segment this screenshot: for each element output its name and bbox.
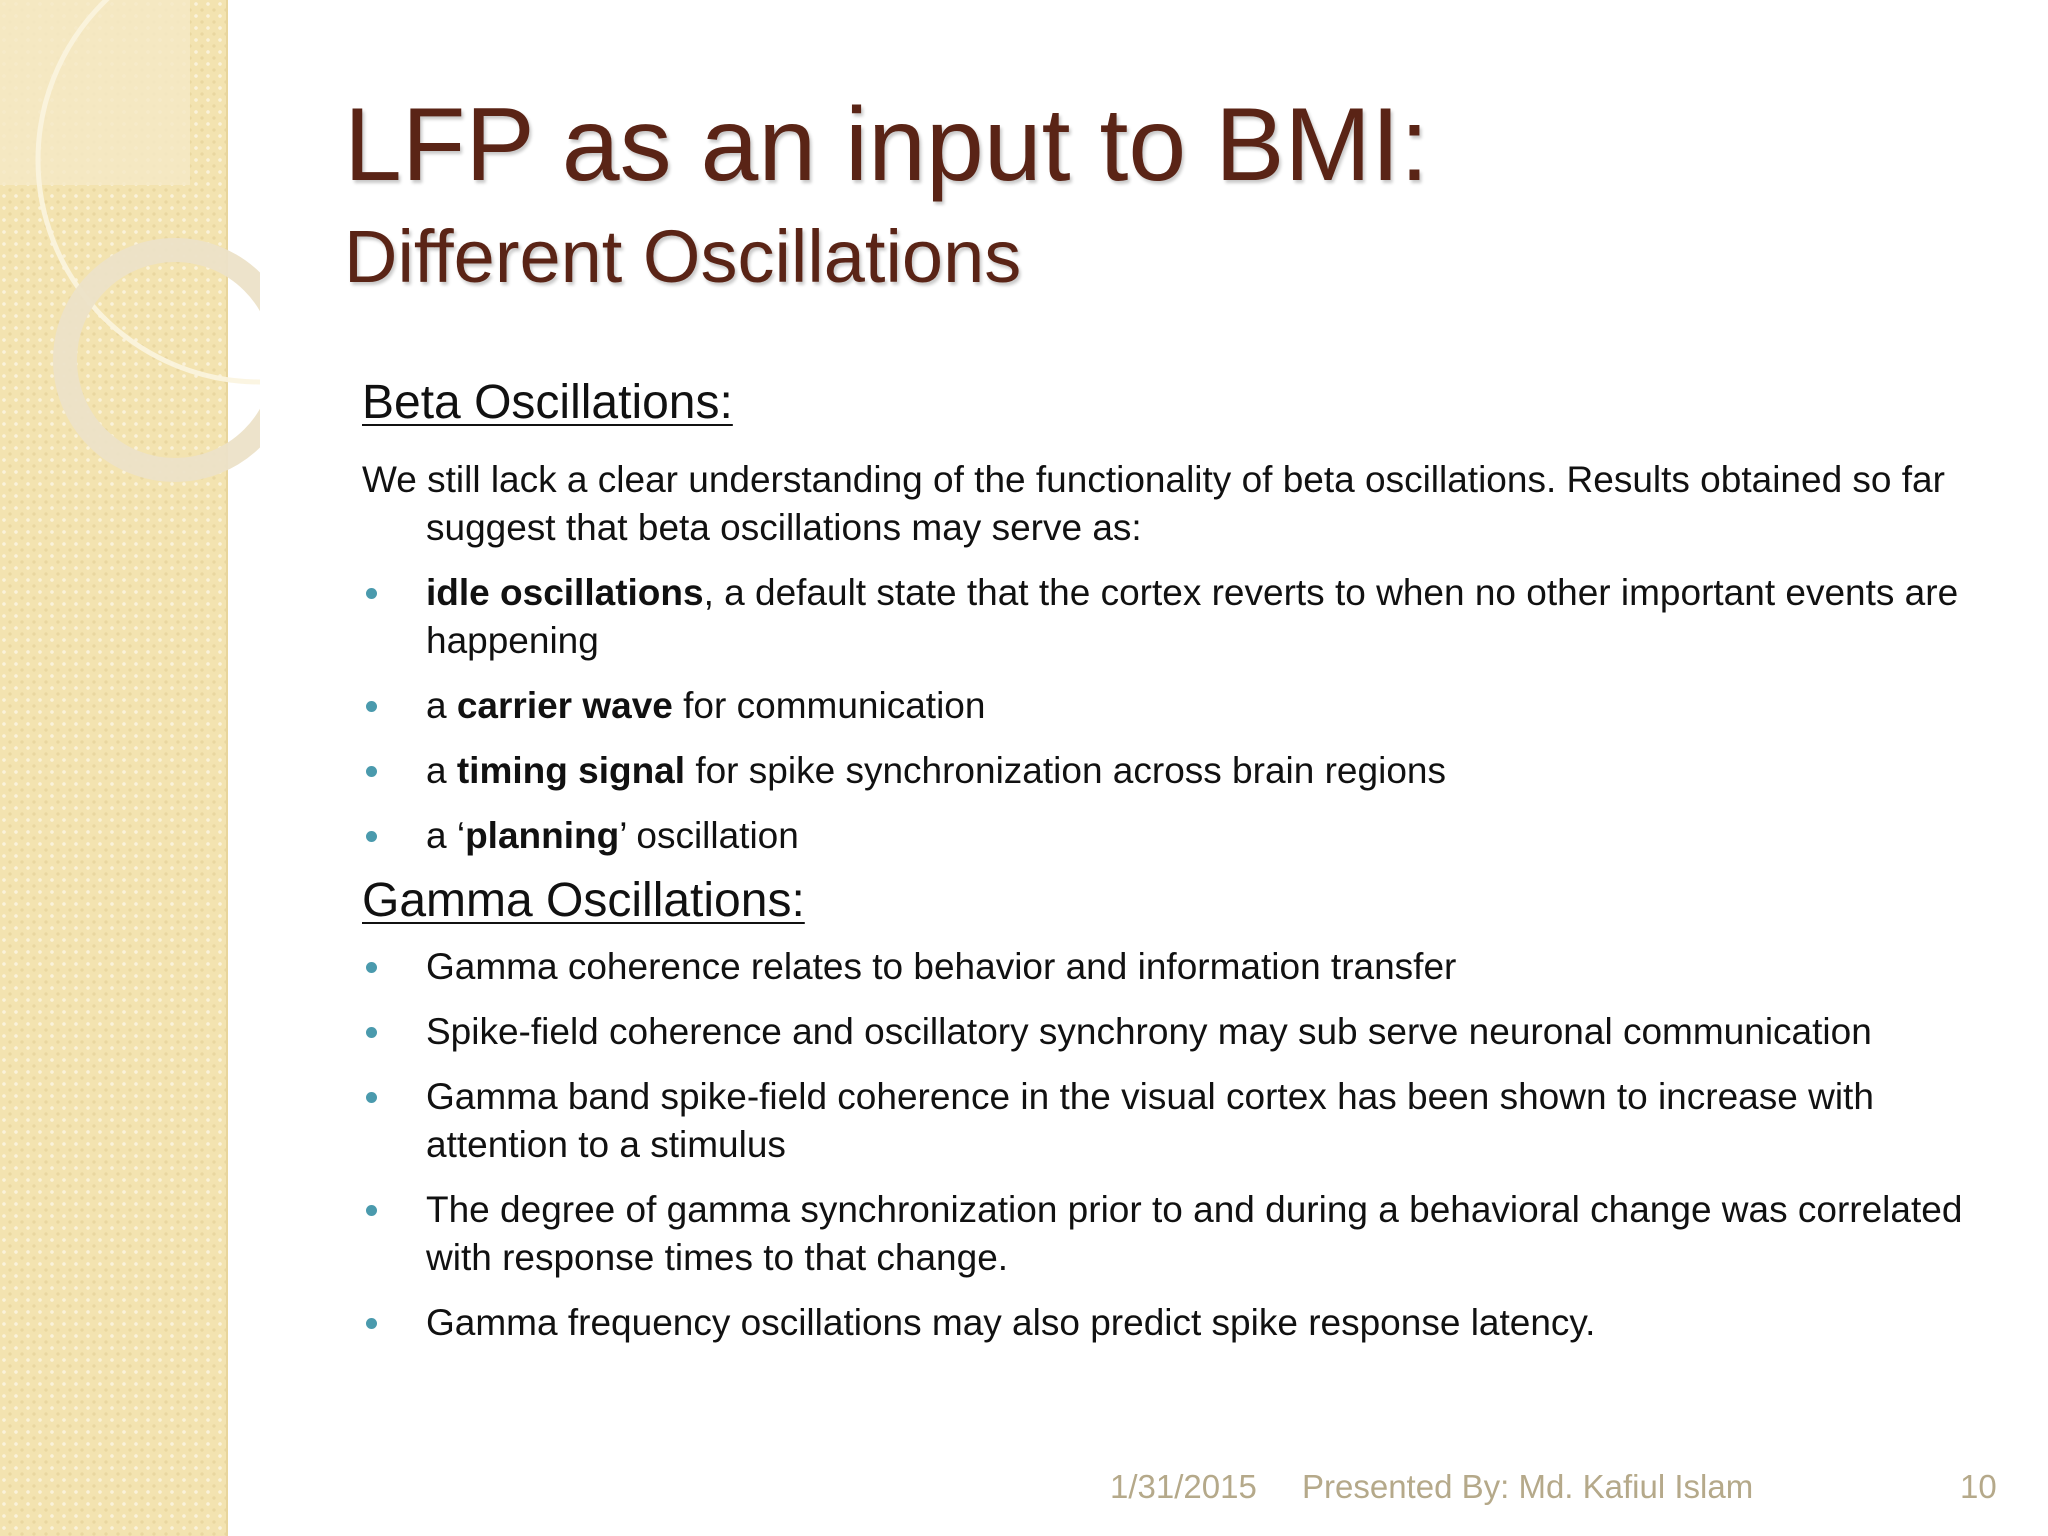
bullet-icon <box>366 701 377 712</box>
list-item-text: Gamma band spike-field coherence in the visual cortex has been shown to increase with attention to a stimulus <box>426 1076 1874 1166</box>
bullet-icon <box>366 588 377 599</box>
list-item <box>362 1186 1992 1282</box>
bullet-icon <box>366 766 377 777</box>
bullet-icon <box>366 831 377 842</box>
bullet-icon <box>366 1318 377 1329</box>
list-item-text: for spike synchronization across brain regions <box>685 749 1446 791</box>
beta-heading: Beta Oscillations: <box>362 376 733 429</box>
list-item <box>362 1299 1992 1347</box>
list-item-text: , a default state that the cortex reverts to when no other important events are happening <box>426 571 1959 661</box>
decorative-rings <box>0 0 260 520</box>
gamma-heading: Gamma Oscillations: <box>362 873 805 927</box>
list-item <box>362 682 1992 730</box>
beta-intro: We still lack a clear understanding of the functionality of beta oscillations. Results obtained so far suggest that beta oscillations may serve as: <box>362 458 1945 548</box>
list-item-text: ’ oscillation <box>619 814 799 856</box>
list-item-text: Gamma coherence relates to behavior and information transfer <box>426 946 1457 988</box>
list-item <box>362 1073 1992 1169</box>
list-item-text: Spike-field coherence and oscillatory synchrony may sub serve neuronal communication <box>426 1011 1872 1053</box>
slide-title: LFP as an input to BMI: <box>344 87 1429 203</box>
bullet-icon <box>366 962 377 973</box>
list-item-text: The degree of gamma synchronization prior to and during a behavioral change was correlated with response times to that change. <box>426 1189 1963 1279</box>
term-planning: planning <box>465 814 620 856</box>
beta-list <box>362 569 1992 860</box>
gamma-list <box>362 943 1992 1347</box>
list-item <box>362 569 1992 665</box>
slide-subtitle: Different Oscillations <box>344 215 1022 298</box>
bullet-icon <box>366 1205 377 1216</box>
list-item-text: a <box>426 684 457 726</box>
list-item <box>362 812 1992 860</box>
list-item-text: Gamma frequency oscillations may also predict spike response latency. <box>426 1302 1596 1344</box>
footer-presenter: Presented By: Md. Kafiul Islam <box>1302 1468 1754 1505</box>
list-item <box>362 943 1992 991</box>
page-number: 10 <box>1960 1468 1997 1505</box>
bullet-icon <box>366 1027 377 1038</box>
list-item <box>362 1008 1992 1056</box>
footer-date: 1/31/2015 <box>1110 1468 1257 1505</box>
bullet-icon <box>366 1092 377 1103</box>
slide-content <box>362 374 1992 1347</box>
list-item-text: for communication <box>672 684 986 726</box>
term-carrier-wave: carrier wave <box>456 684 673 726</box>
list-item-text: a <box>426 749 457 791</box>
term-timing-signal: timing signal <box>456 749 686 791</box>
list-item <box>362 747 1992 795</box>
list-item-text: a ‘ <box>426 814 466 856</box>
term-idle-oscillations: idle oscillations <box>426 571 704 613</box>
